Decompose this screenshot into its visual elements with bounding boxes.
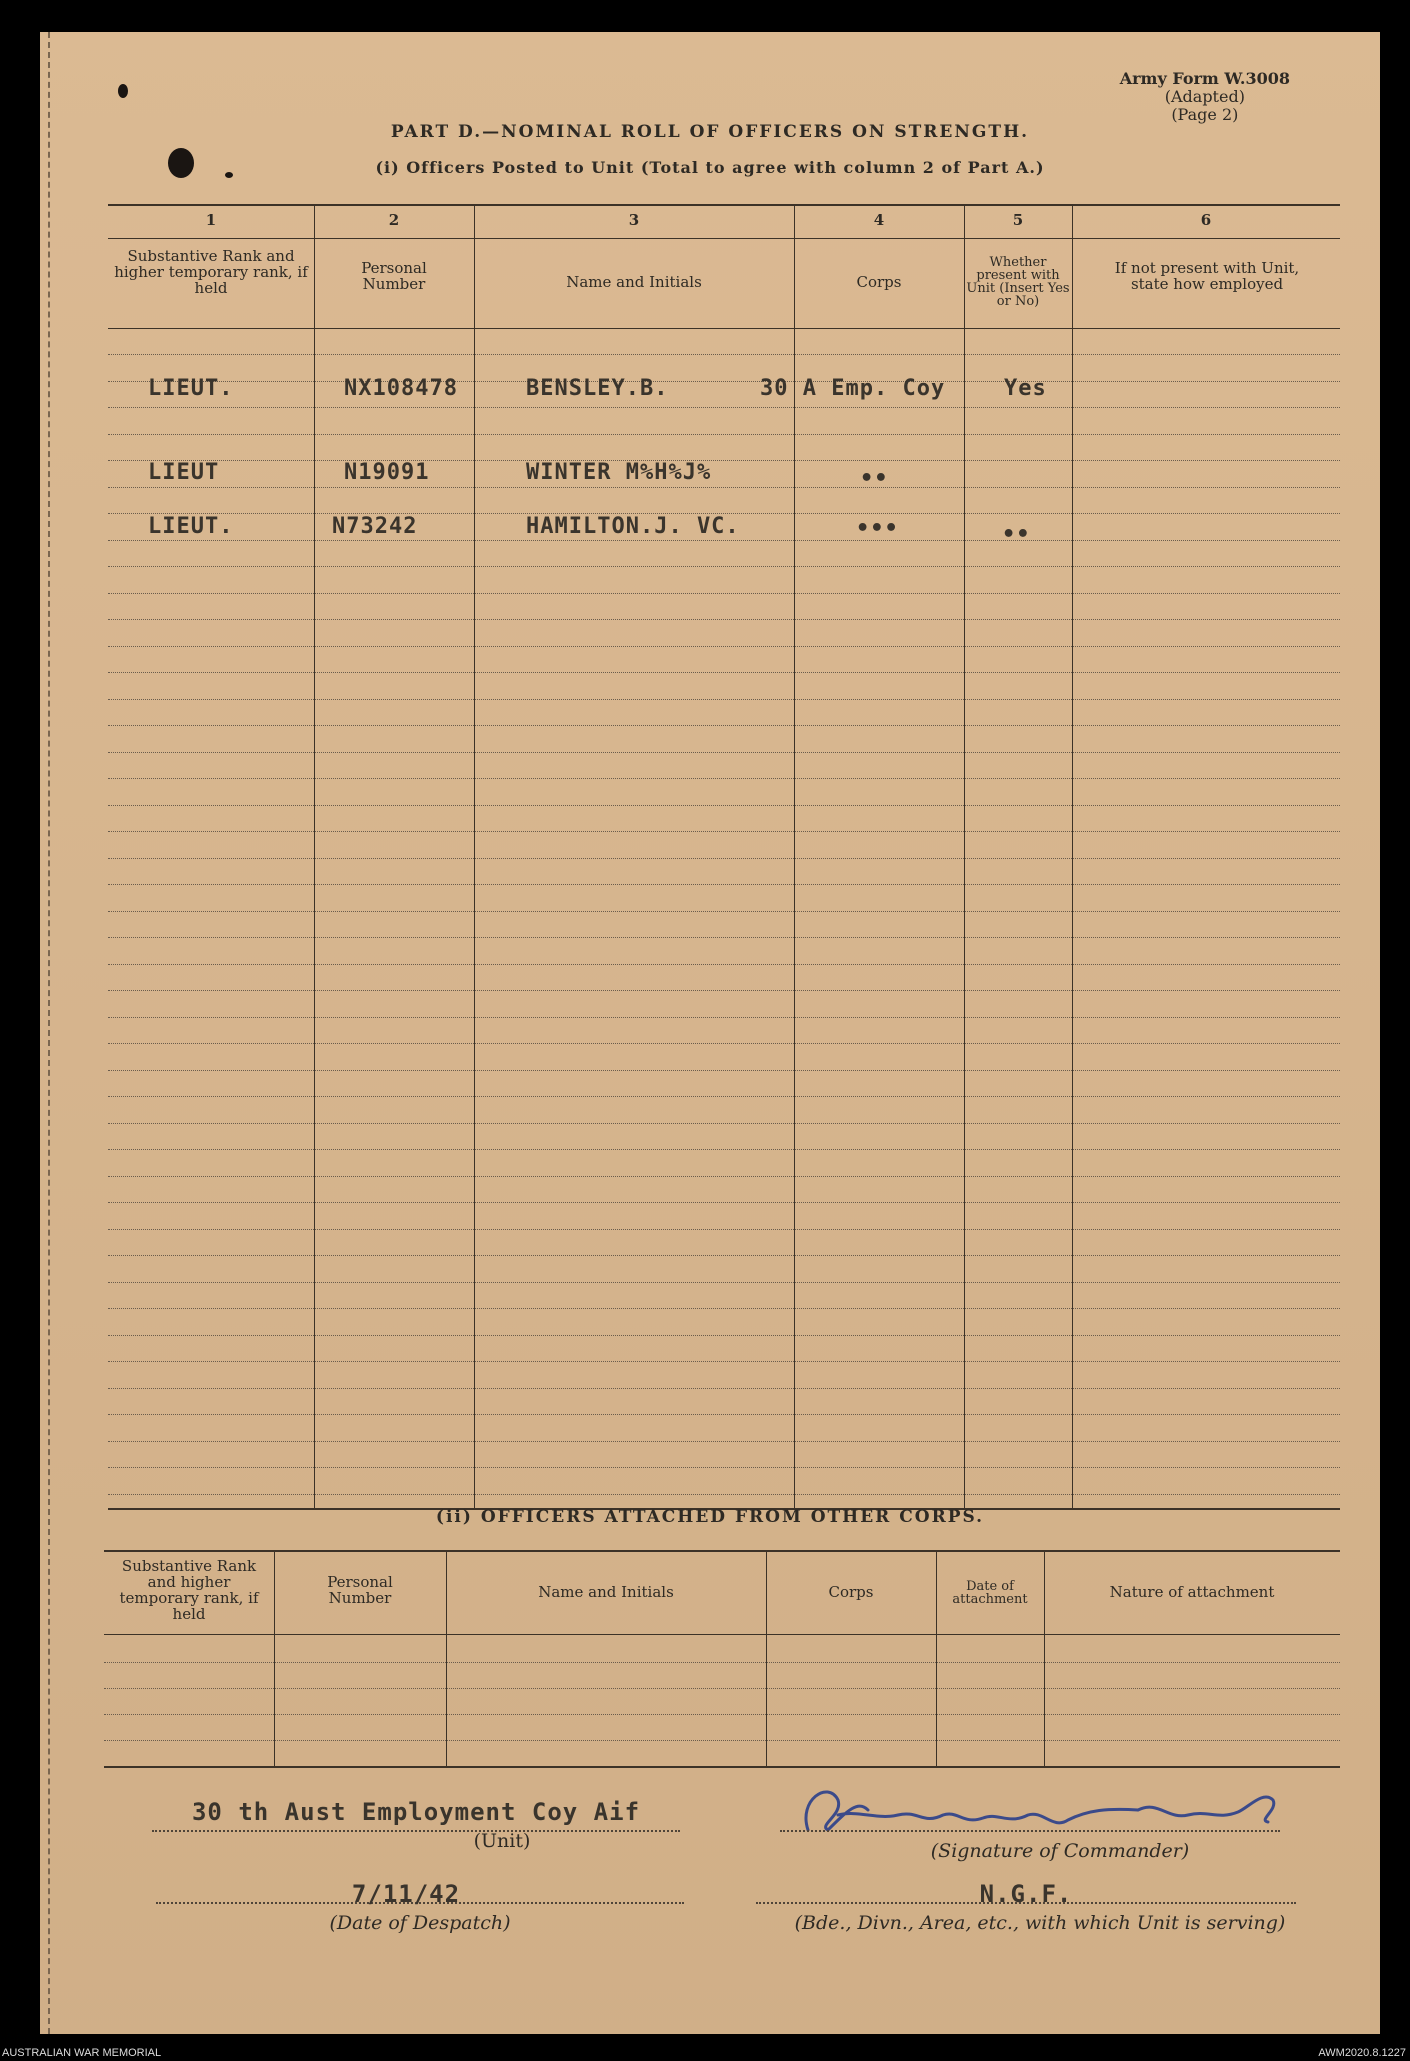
- ruled-line: [108, 1017, 1340, 1018]
- attached-header-corps: Corps: [828, 1583, 874, 1601]
- row-3-present: ••: [1002, 522, 1031, 547]
- ruled-line: [108, 1096, 1340, 1097]
- perforation-edge: [48, 32, 50, 2034]
- section-i-title: (i) Officers Posted to Unit (Total to agree with column 2 of Part A.): [375, 158, 1045, 177]
- ruled-line: [108, 1308, 1340, 1309]
- ruled-line: [108, 1229, 1340, 1230]
- ruled-line: [108, 460, 1340, 461]
- header-present: Whether present with Unit (Insert Yes or No): [966, 255, 1070, 309]
- unit-caption: (Unit): [473, 1830, 531, 1852]
- ruled-line: [108, 725, 1340, 726]
- column-number-6: 6: [1200, 211, 1212, 229]
- ruled-line: [108, 434, 1340, 435]
- formation-value: N.G.F.: [979, 1880, 1073, 1908]
- ruled-line: [108, 884, 1340, 885]
- header-corps: Corps: [856, 273, 902, 291]
- signature-caption: (Signature of Commander): [930, 1840, 1190, 1862]
- form-number: Army Form W.3008: [1119, 69, 1290, 88]
- credit-left: AUSTRALIAN WAR MEMORIAL: [2, 2047, 162, 2059]
- form-page: [40, 32, 1380, 2034]
- ruled-line: [108, 540, 1340, 541]
- ruled-line: [108, 831, 1340, 832]
- ruled-line: [108, 1361, 1340, 1362]
- ruled-line: [108, 619, 1340, 620]
- row-3-name: HAMILTON.J. VC.: [526, 514, 740, 539]
- credit-right: AWM2020.8.1227: [1318, 2047, 1406, 2059]
- ruled-line: [108, 381, 1340, 382]
- form-page-number: (Page 2): [1171, 105, 1239, 124]
- ruled-line: [108, 778, 1340, 779]
- row-2-rank: LIEUT: [148, 460, 220, 485]
- column-number-5: 5: [1012, 211, 1024, 229]
- row-2-corps: ••: [860, 466, 889, 491]
- ruled-line: [108, 752, 1340, 753]
- ruled-line: [108, 1070, 1340, 1071]
- attached-header-name: Name and Initials: [538, 1583, 674, 1601]
- ruled-line: [108, 646, 1340, 647]
- ruled-line: [108, 1388, 1340, 1389]
- row-3-rank: LIEUT.: [148, 514, 234, 539]
- ruled-line: [108, 699, 1340, 700]
- commander-signature: [768, 1770, 1308, 1850]
- row-3-corps: •••: [856, 516, 899, 541]
- ruled-line: [108, 1494, 1340, 1495]
- ruled-line: [108, 964, 1340, 965]
- header-employed: If not present with Unit, state how employed: [1114, 259, 1300, 293]
- row-3-number: N73242: [332, 514, 418, 539]
- ruled-line: [108, 566, 1340, 567]
- column-number-3: 3: [628, 211, 640, 229]
- row-1-present: Yes: [1004, 376, 1047, 401]
- ruled-line: [108, 1255, 1340, 1256]
- header-rank: Substantive Rank and higher temporary rank, if held: [114, 247, 308, 297]
- ruled-line: [108, 805, 1340, 806]
- ruled-line: [108, 1202, 1340, 1203]
- row-1-number: NX108478: [344, 376, 458, 401]
- form-adapted: (Adapted): [1164, 87, 1245, 106]
- attached-header-nature: Nature of attachment: [1109, 1583, 1275, 1601]
- ruled-line: [108, 1335, 1340, 1336]
- ruled-line: [108, 1282, 1340, 1283]
- column-number-4: 4: [873, 211, 885, 229]
- formation-caption: (Bde., Divn., Area, etc., with which Unit is serving): [794, 1912, 1286, 1934]
- date-caption: (Date of Despatch): [329, 1912, 511, 1934]
- ruled-line: [108, 1043, 1340, 1044]
- unit-value: 30 th Aust Employment Coy Aif: [191, 1798, 641, 1826]
- date-value: 7/11/42: [351, 1880, 461, 1908]
- ink-speck: [118, 84, 128, 98]
- header-name: Name and Initials: [566, 273, 702, 291]
- signature-line: [780, 1830, 1280, 1832]
- officers-posted-table: [108, 204, 1340, 1510]
- ruled-line: [108, 1123, 1340, 1124]
- ruled-line: [108, 672, 1340, 673]
- part-d-title: PART D.—NOMINAL ROLL OF OFFICERS ON STRENGTH.: [390, 122, 1030, 142]
- ruled-line: [108, 1467, 1340, 1468]
- header-personal-number: Personal Number: [361, 259, 427, 293]
- form-reference: [1120, 70, 1290, 124]
- ruled-line: [108, 1441, 1340, 1442]
- row-2-number: N19091: [344, 460, 430, 485]
- ruled-line: [108, 1176, 1340, 1177]
- column-number-2: 2: [388, 211, 400, 229]
- ruled-line: [108, 1149, 1340, 1150]
- attached-header-rank: Substantive Rank and higher temporary rank, if held: [119, 1557, 259, 1623]
- ruled-line: [108, 354, 1340, 355]
- attached-header-personal-number: Personal Number: [327, 1573, 393, 1607]
- ruled-line: [108, 858, 1340, 859]
- ruled-line: [108, 1414, 1340, 1415]
- row-1-corps: 30 A Emp. Coy: [760, 376, 946, 401]
- ruled-line: [108, 407, 1340, 408]
- ruled-line: [108, 487, 1340, 488]
- section-ii-title: (ii) OFFICERS ATTACHED FROM OTHER CORPS.: [435, 1507, 985, 1527]
- ruled-line: [108, 911, 1340, 912]
- row-1-name: BENSLEY.B.: [526, 376, 669, 401]
- row-1-rank: LIEUT.: [148, 376, 234, 401]
- ruled-line: [108, 990, 1340, 991]
- ruled-line: [108, 593, 1340, 594]
- column-number-1: 1: [205, 211, 217, 229]
- row-2-name: WINTER M%H%J%: [526, 460, 712, 485]
- ruled-line: [108, 937, 1340, 938]
- attached-header-date: Date of attachment: [952, 1579, 1028, 1607]
- officers-attached-table: [104, 1550, 1340, 1768]
